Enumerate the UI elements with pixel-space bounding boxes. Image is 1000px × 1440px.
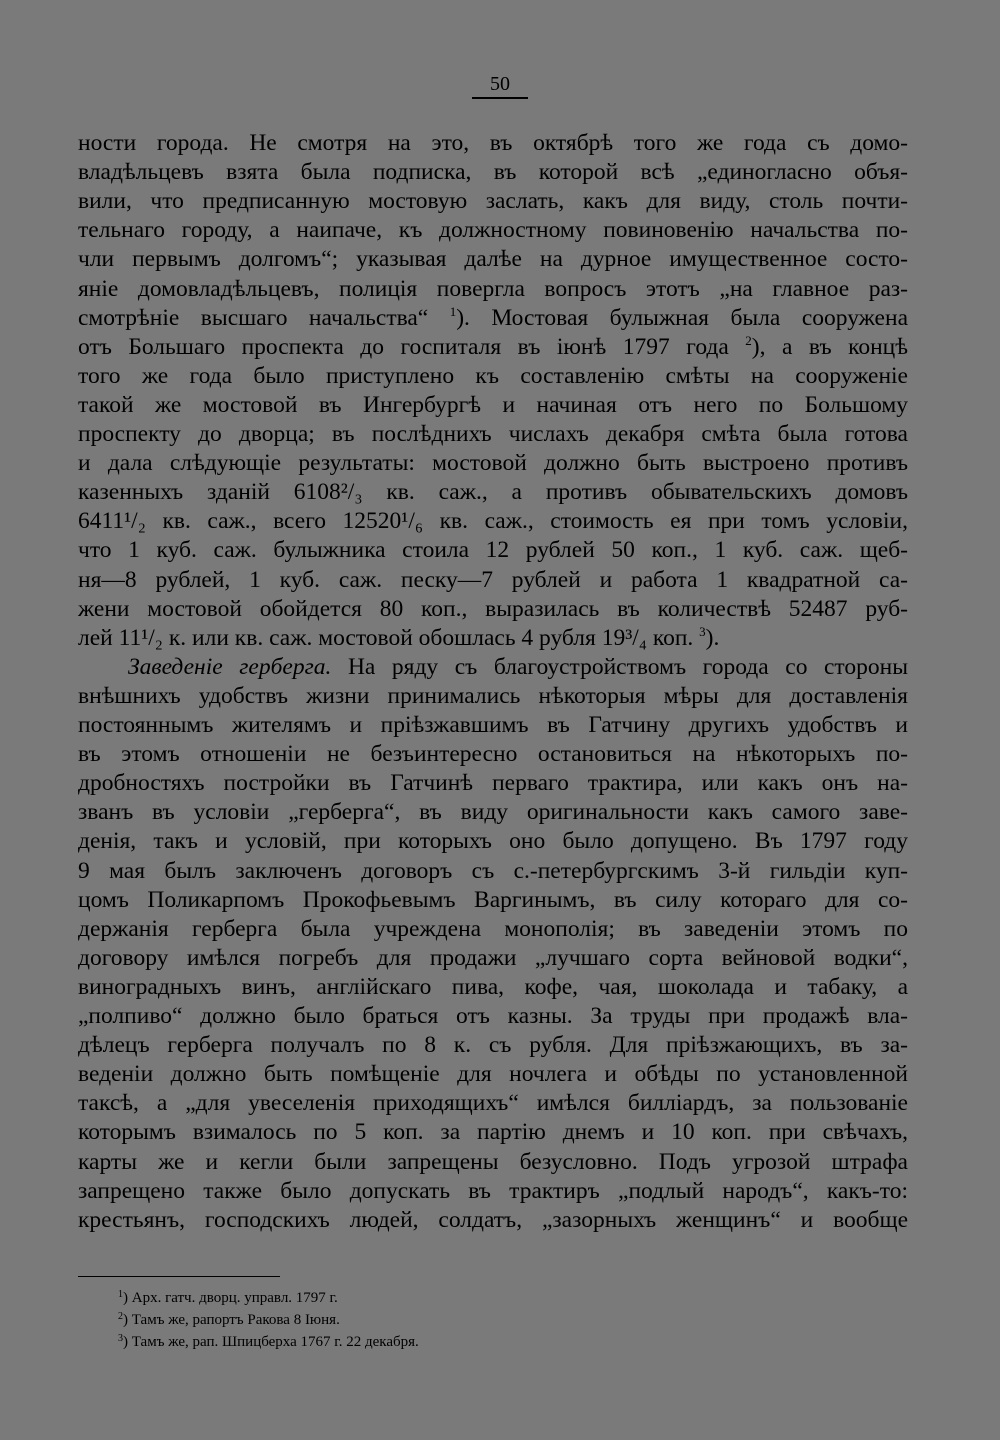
footnote-mark: 2 xyxy=(118,1311,123,1322)
text-line: жени мостовой обойдется 80 коп., выразилась въ количествѣ 52487 руб- xyxy=(78,595,908,622)
text-line: смотрѣніе высшаго начальства“ $^1$). Мостовая булыжная была сооружена xyxy=(78,303,908,331)
text-line: 6411¹/₂ кв. саж., всего 12520¹/₆ кв. саж., стоимость ея при томъ условіи, xyxy=(78,508,908,535)
text-line: званъ въ условіи „герберга“, въ виду оригинальности какъ самого заве- xyxy=(78,799,908,826)
page-number: 50 xyxy=(490,73,510,95)
footnote-separator xyxy=(78,1276,280,1277)
text-line: такой же мостовой въ Ингербургѣ и начиная отъ него по Большому xyxy=(78,391,908,418)
text-line: вили, что предписанную мостовую заслать, какъ для виду, столь почти- xyxy=(78,188,908,215)
footnote-text: Арх. гатч. дворц. управл. 1797 г. xyxy=(131,1290,338,1306)
text-line: таксѣ, а „для увеселенія приходящихъ“ имѣлся билліардъ, за пользованіе xyxy=(78,1090,908,1117)
text-line: въ этомъ отношеніи не безъинтересно остановиться на нѣкоторыхъ по- xyxy=(78,741,908,768)
text-line: дѣлецъ герберга получалъ по 8 к. съ рубля. Для пріѣзжающихъ, въ за- xyxy=(78,1032,908,1059)
text-line: постояннымъ жителямъ и пріѣзжавшимъ въ Гатчину другихъ удобствъ и xyxy=(78,712,908,738)
text-line: того же года было приступлено къ составленію смѣты на сооруженіе xyxy=(78,362,908,389)
footnote-text: Тамъ же, рапортъ Ракова 8 Іюня. xyxy=(131,1312,340,1328)
footnote: $^3$) Тамъ же, рап. Шпицберха 1767 г. 22 декабря. xyxy=(118,1333,419,1350)
page-number-underline xyxy=(472,97,528,99)
text-line: проспекту до дворца; въ послѣднихъ числахъ декабря смѣта была готова xyxy=(78,421,908,447)
footnote: $^1$) Арх. гатч. дворц. управл. 1797 г. xyxy=(118,1289,338,1306)
text-line: держанія герберга была учреждена монополія; въ заведеніи этомъ по xyxy=(78,915,908,942)
text-line: владѣльцевъ взята была подписка, въ которой всѣ „единогласно объя- xyxy=(78,159,908,186)
text-line: ности города. Не смотря на это, въ октябрѣ того же года съ домо- xyxy=(78,130,908,156)
text-line: чли первымъ долгомъ“; указывая далѣе на дурное имущественное состо- xyxy=(78,246,908,273)
text-line: что 1 куб. саж. булыжника стоила 12 рублей 50 коп., 1 куб. саж. щеб- xyxy=(78,537,908,564)
text-line: „полпиво“ должно было браться отъ казны. За труды при продажѣ вла- xyxy=(78,1003,908,1029)
section-first-line xyxy=(128,652,908,682)
text-line: дробностяхъ постройки въ Гатчинѣ перваго трактира, или какъ онъ на- xyxy=(78,770,908,797)
footnote-mark: 1 xyxy=(118,1289,123,1300)
text-line: казенныхъ зданій 6108²/₃ кв. саж., а противъ обывательскихъ домовъ xyxy=(78,479,908,506)
text-line: и дала слѣдующіе результаты: мостовой должно быть выстроено противъ xyxy=(78,450,908,477)
footnote-text: Тамъ же, рап. Шпицберха 1767 г. 22 декабря. xyxy=(131,1334,419,1350)
text-line: тельнаго городу, а наипаче, къ должностному повиновенію начальства по- xyxy=(78,217,908,244)
text-line: крестьянъ, господскихъ людей, солдатъ, „зазорныхъ женщинъ“ и вообще xyxy=(78,1206,908,1233)
footnote-reference[interactable]: 3 xyxy=(699,623,706,639)
footnote-reference[interactable]: 2 xyxy=(745,332,752,348)
text-line: запрещено также было допускать въ трактиръ „подлый народъ“, какъ-то: xyxy=(78,1177,908,1204)
text-line: карты же и кегли были запрещены безусловно. Подъ угрозой штрафа xyxy=(78,1148,908,1175)
footnote-mark: 3 xyxy=(118,1333,123,1344)
text-line: денія, такъ и условій, при которыхъ оно было допущено. Въ 1797 году xyxy=(78,828,908,855)
section-heading: Заведеніе герберга. xyxy=(128,653,332,680)
footnote: $^2$) Тамъ же, рапортъ Ракова 8 Іюня. xyxy=(118,1311,340,1328)
text-line: веденіи должно быть помѣщеніе для ночлега и обѣды по установленной xyxy=(78,1061,908,1088)
text-line: которымъ взималось по 5 коп. за партію днемъ и 10 коп. при свѣчахъ, xyxy=(78,1119,908,1146)
footnote-reference[interactable]: 1 xyxy=(449,303,457,319)
text-line: договору имѣлся погребъ для продажи „лучшаго сорта вейновой водки“, xyxy=(78,944,908,971)
text-line: ня—8 рублей, 1 куб. саж. песку—7 рублей и работа 1 квадратной са- xyxy=(78,566,908,593)
text-line: яніе домовладѣльцевъ, полиція повергла вопросъ этотъ „на главное раз- xyxy=(78,275,908,302)
text-line: 9 мая былъ заключенъ договоръ съ с.-петербургскимъ 3-й гильдіи куп- xyxy=(78,857,908,884)
text-line: лей 11¹/₂ к. или кв. саж. мостовой обошлась 4 рубля 19³/₄ коп. $^3$). xyxy=(78,623,720,651)
text-line: отъ Большаго проспекта до госпиталя въ іюнѣ 1797 года $^2$), а въ концѣ xyxy=(78,332,908,360)
text-line: цомъ Поликарпомъ Прокофьевымъ Варгинымъ, въ силу котораго для со- xyxy=(78,886,908,913)
section-text: На ряду съ благоустройствомъ города со стороны xyxy=(347,653,909,680)
text-line: внѣшнихъ удобствъ жизни принимались нѣкоторыя мѣры для доставленія xyxy=(78,682,908,709)
text-line: виноградныхъ винъ, англійскаго пива, кофе, чая, шоколада и табаку, а xyxy=(78,973,908,1000)
